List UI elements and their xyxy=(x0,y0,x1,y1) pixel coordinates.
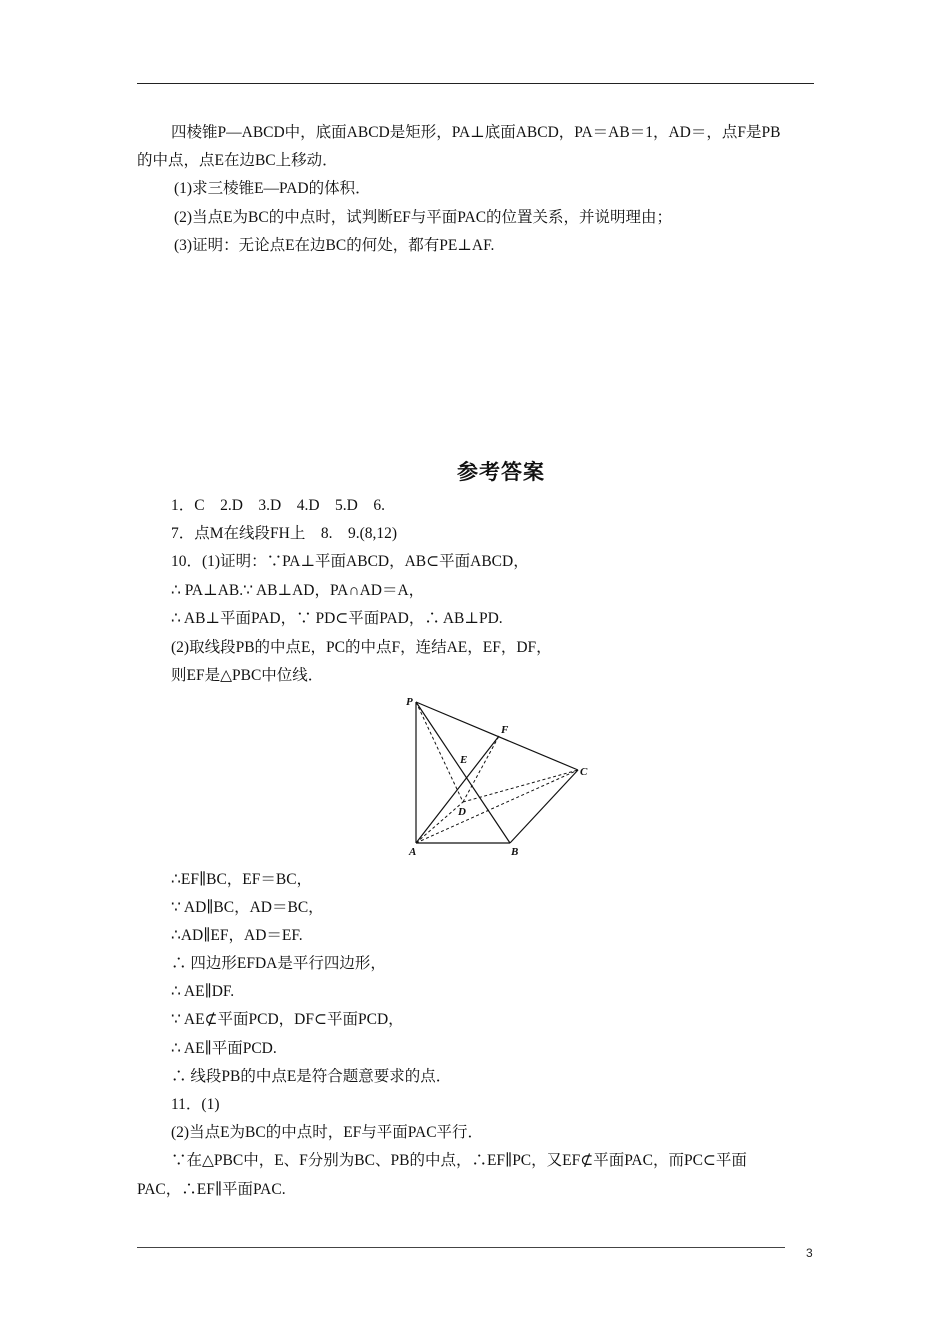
answer-line: ∵在△PBC中，E、F分别为BC、PB的中点，∴EF∥PC，又EF⊄平面PAC，而PC⊂平面 xyxy=(171,1152,747,1169)
edge-BC xyxy=(510,770,578,843)
problem-line-1: 四棱锥P—ABCD中，底面ABCD是矩形，PA⊥底面ABCD，PA＝AB＝1，AD＝，点F是PB xyxy=(171,124,781,141)
diagonal-AC xyxy=(416,770,578,843)
answer-line: 1．C 2.D 3.D 4.D 5.D 6. xyxy=(171,497,385,514)
label-A: A xyxy=(409,846,417,858)
header-rule xyxy=(137,83,814,84)
footer-rule xyxy=(137,1247,785,1248)
segment-AF xyxy=(416,736,499,843)
answer-line: 10．(1)证明：∵PA⊥平面ABCD，AB⊂平面ABCD， xyxy=(171,553,529,570)
segment-DF xyxy=(463,736,499,802)
label-P: P xyxy=(406,696,413,708)
question-3: (3)证明：无论点E在边BC的何处，都有PE⊥AF. xyxy=(174,237,495,254)
answer-line: PAC，∴EF∥平面PAC. xyxy=(137,1181,286,1198)
answer-line: (2)当点E为BC的中点时，EF与平面PAC平行． xyxy=(171,1124,484,1141)
problem-line-2: 的中点，点E在边BC上移动． xyxy=(137,152,338,169)
edge-DC xyxy=(463,770,578,802)
answer-line: ∴ PA⊥AB.∵ AB⊥AD，PA∩AD＝A， xyxy=(171,582,425,599)
answer-line: ∴AD∥EF，AD＝EF. xyxy=(171,927,303,944)
page-number: 3 xyxy=(806,1246,813,1260)
answer-line: ∵ AD∥BC，AD＝BC， xyxy=(171,899,324,916)
answer-line: 7．点M在线段FH上 8. 9.(8,12) xyxy=(171,525,398,542)
answer-line: (2)取线段PB的中点E，PC的中点F，连结AE，EF，DF， xyxy=(171,639,552,656)
label-D: D xyxy=(458,806,466,818)
answer-line: ∴EF∥BC，EF＝BC， xyxy=(171,871,313,888)
answer-line: ∴ 线段PB的中点E是符合题意要求的点． xyxy=(171,1068,452,1085)
edge-AD xyxy=(416,802,463,843)
edge-PC xyxy=(416,702,578,770)
edge-PD xyxy=(416,702,463,802)
answer-line: ∴ AB⊥平面PAD，∵ PD⊂平面PAD，∴ AB⊥PD. xyxy=(171,610,503,627)
label-C: C xyxy=(580,766,588,778)
answer-line: ∵ AE⊄平面PCD，DF⊂平面PCD， xyxy=(171,1011,404,1028)
answer-line: ∴ AE∥平面PCD. xyxy=(171,1040,277,1057)
label-B: B xyxy=(511,846,519,858)
answer-line: 11．(1) xyxy=(171,1096,220,1113)
pyramid-figure xyxy=(400,692,600,858)
answer-line: ∴ 四边形EFDA是平行四边形， xyxy=(171,955,386,972)
label-F: F xyxy=(501,724,509,736)
question-1: (1)求三棱锥E—PAD的体积． xyxy=(174,180,371,197)
answer-line: ∴ AE∥DF. xyxy=(171,983,235,1000)
answer-line: 则EF是△PBC中位线． xyxy=(171,667,324,684)
answers-heading: 参考答案 xyxy=(457,460,545,484)
question-2: (2)当点E为BC的中点时，试判断EF与平面PAC的位置关系，并说明理由； xyxy=(174,209,673,226)
label-E: E xyxy=(460,754,468,766)
